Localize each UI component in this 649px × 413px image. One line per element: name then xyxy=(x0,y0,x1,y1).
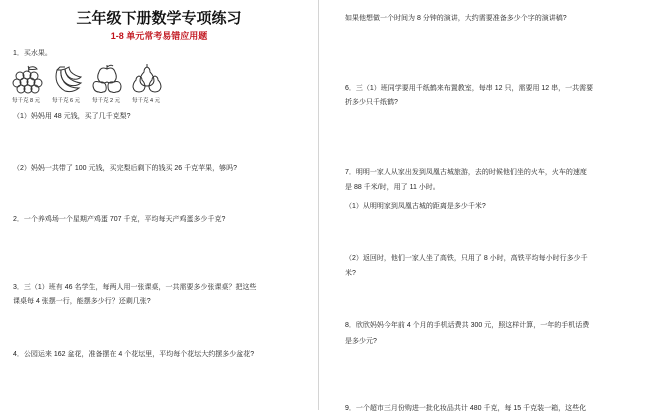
pears-price: 每千克 4 元 xyxy=(132,98,161,104)
question-7-part-2-line-2: 米? xyxy=(345,270,356,277)
question-2: 2．一个养鸡场一个星期产鸡蛋 707 千克，平均每天产鸡蛋多少千克? xyxy=(13,216,226,223)
page-subtitle: 1-8 单元常考易错应用题 xyxy=(110,31,208,41)
question-3-line-2: 课桌每 4 张摆一行，能摆多少行？还剩几张? xyxy=(13,298,151,305)
question-7-part-1: （1）从明明家到凤凰古城的距离是多少千米? xyxy=(345,203,486,210)
question-7-line-1: 7．明明一家人从家出发到凤凰古城旅游，去的时候他们坐的火车，火车的速度 xyxy=(345,169,587,176)
question-7-part-2-line-1: （2）返回时，他们一家人坐了高铁，只用了 8 小时，高铁平均每小时行多少千 xyxy=(345,255,588,262)
page-title: 三年级下册数学专项练习 xyxy=(76,10,242,27)
question-1-part-1: （1）妈妈用 48 元钱，买了几千克梨? xyxy=(13,113,131,120)
question-1-label: 1．买水果。 xyxy=(13,50,52,57)
apples-icon xyxy=(91,64,123,94)
bananas-price: 每千克 6 元 xyxy=(52,98,81,104)
question-8-line-2: 是多少元? xyxy=(345,338,377,345)
question-5-continued: 如果他想做一个时间为 8 分钟的演讲，大约需要准备多少个字的演讲稿? xyxy=(345,15,567,22)
question-7-line-2: 是 88 千米/时，用了 11 小时。 xyxy=(345,184,440,191)
pears-icon xyxy=(131,64,163,94)
grapes-icon xyxy=(12,64,44,94)
apples-price: 每千克 2 元 xyxy=(92,98,121,104)
question-8-line-1: 8．欣欣妈妈今年前 4 个月的手机话费共 300 元，照这样计算，一年的手机话费 xyxy=(345,322,590,329)
question-4: 4．公园运来 162 盆花，准备摆在 4 个花坛里，平均每个花坛大约摆多少盆花? xyxy=(13,351,255,358)
grapes-price: 每千克 8 元 xyxy=(12,98,41,104)
question-6-line-2: 折多少只千纸鹤? xyxy=(345,99,398,106)
question-1-part-2: （2）妈妈一共带了 100 元钱，买完梨后剩下的钱买 26 千克苹果，够吗? xyxy=(13,165,238,172)
question-3-line-1: 3．三（1）班有 46 名学生，每两人用一张课桌，一共需要多少张课桌？把这些 xyxy=(13,284,257,291)
question-9-partial: 9．一个超市三月份购进一批化妆品共计 480 千克，每 15 千克装一箱，这些化 xyxy=(345,405,587,412)
bananas-icon xyxy=(51,64,83,94)
page-divider xyxy=(318,0,319,410)
question-6-line-1: 6．三（1）班同学要用千纸鹤来布置教室，每串 12 只，需要用 12 串，一共需要 xyxy=(345,85,594,92)
